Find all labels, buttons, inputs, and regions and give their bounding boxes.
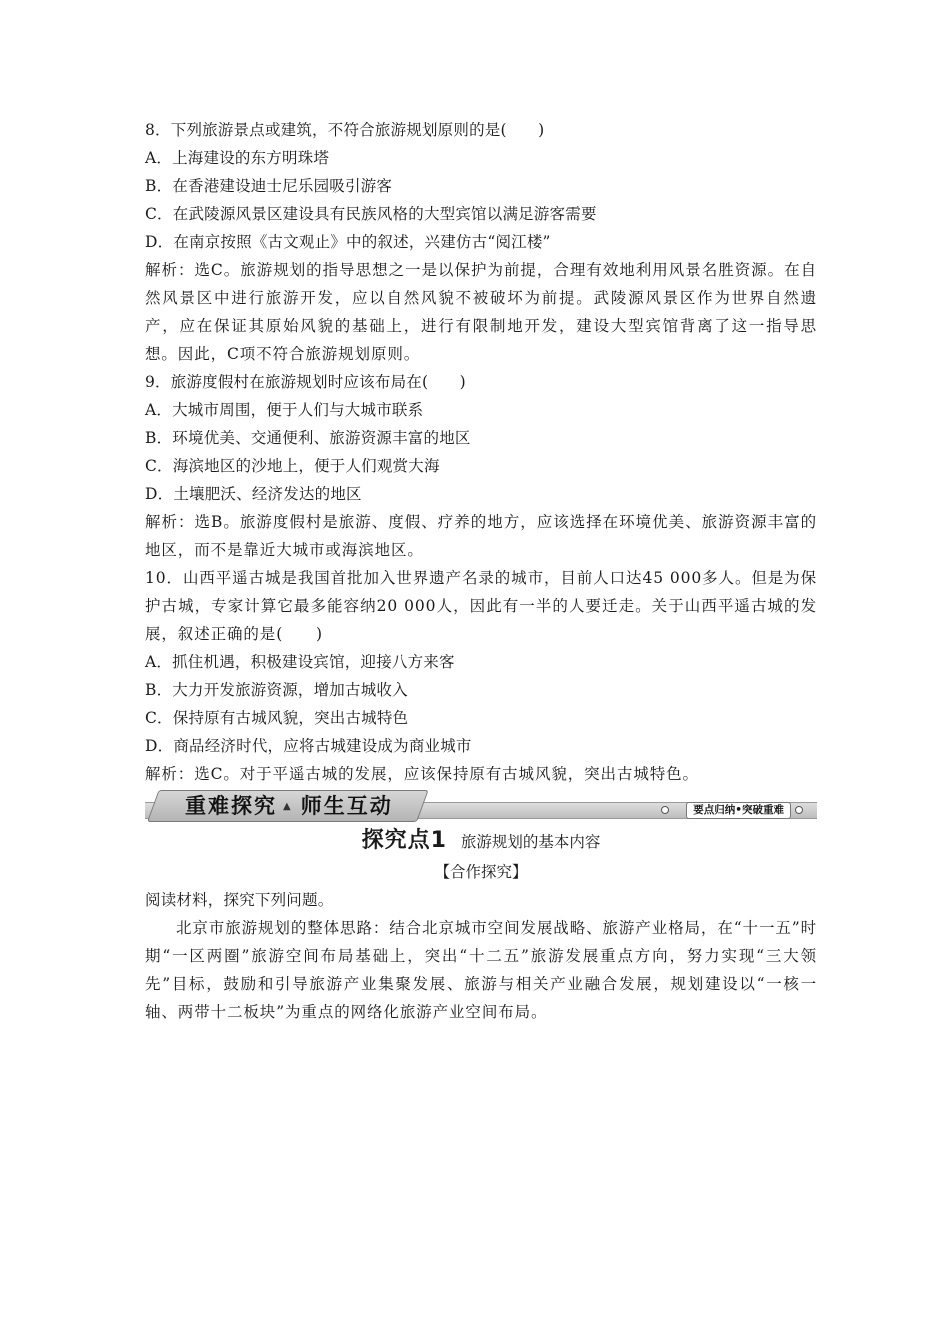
question-stem: 8．下列旅游景点或建筑，不符合旅游规划原则的是( ) (145, 121, 545, 139)
option-a: A．上海建设的东方明珠塔 (145, 149, 330, 167)
question-10 (145, 564, 817, 788)
option-b: B．在香港建设迪士尼乐园吸引游客 (145, 177, 393, 195)
inquiry-point-title (145, 824, 817, 858)
option-b: B．大力开发旅游资源，增加古城收入 (145, 681, 408, 699)
option-d: D．在南京按照《古文观止》中的叙述，兴建仿古“阅江楼” (145, 233, 551, 251)
document-page (145, 116, 817, 1026)
analysis: 解析：选B。旅游度假村是旅游、度假、疗养的地方，应该选择在环境优美、旅游资源丰富的地区，而不是靠近大城市或海滨地区。 (145, 513, 817, 559)
dot-icon (795, 806, 803, 814)
banner-right-label: 要点归纳•突破重难 (686, 802, 791, 819)
option-d: D．土壤肥沃、经济发达的地区 (145, 485, 362, 503)
material-paragraph: 北京市旅游规划的整体思路：结合北京城市空间发展战略、旅游产业格局，在“十一五”时期“一区两圈”旅游空间布局基础上，突出“十二五”旅游发展重点方向，努力实现“三大领先”目标，鼓励和引导旅游产业集聚发展、旅游与相关产业融合发展，规划建设以“一核一轴、两带十二板块”为重点的网络化旅游产业空间布局。 (145, 919, 817, 1021)
analysis: 解析：选C。旅游规划的指导思想之一是以保护为前提，合理有效地利用风景名胜资源。在自然风景区中进行旅游开发，应以自然风貌不被破坏为前提。武陵源风景区作为世界自然遗产，应在保证其原始风貌的基础上，进行有限制地开发，建设大型宾馆背离了这一指导思想。因此，C项不符合旅游规划原则。 (145, 261, 817, 363)
option-c: C．在武陵源风景区建设具有民族风格的大型宾馆以满足游客需要 (145, 205, 597, 223)
option-a: A．大城市周围，便于人们与大城市联系 (145, 401, 424, 419)
option-c: C．保持原有古城风貌，突出古城特色 (145, 709, 409, 727)
subheading: 【合作探究】 (434, 863, 528, 881)
banner-title (185, 792, 393, 820)
question-stem: 9．旅游度假村在旅游规划时应该布局在( ) (145, 373, 466, 391)
option-c: C．海滨地区的沙地上，便于人们观赏大海 (145, 457, 440, 475)
question-9 (145, 368, 817, 564)
banner-title-part1: 重难探究 (185, 794, 277, 818)
intro-text: 阅读材料，探究下列问题。 (145, 891, 334, 909)
point-label: 探究点1 (361, 828, 447, 853)
question-8 (145, 116, 817, 368)
option-b: B．环境优美、交通便利、旅游资源丰富的地区 (145, 429, 471, 447)
dot-icon (661, 806, 669, 814)
option-a: A．抓住机遇，积极建设宾馆，迎接八方来客 (145, 653, 455, 671)
triangle-icon: ▲ (283, 801, 293, 812)
question-stem: 10．山西平遥古城是我国首批加入世界遗产名录的城市，目前人口达45 000多人。但是为保护古城，专家计算它最多能容纳20 000人，因此有一半的人要迁走。关于山西平遥古城的发展，叙述正确的是( ) (145, 569, 817, 643)
section-banner (145, 790, 817, 820)
option-d: D．商品经济时代，应将古城建设成为商业城市 (145, 737, 472, 755)
point-topic: 旅游规划的基本内容 (460, 833, 601, 851)
banner-title-part2: 师生互动 (300, 794, 393, 818)
analysis: 解析：选C。对于平遥古城的发展，应该保持原有古城风貌，突出古城特色。 (145, 765, 699, 783)
